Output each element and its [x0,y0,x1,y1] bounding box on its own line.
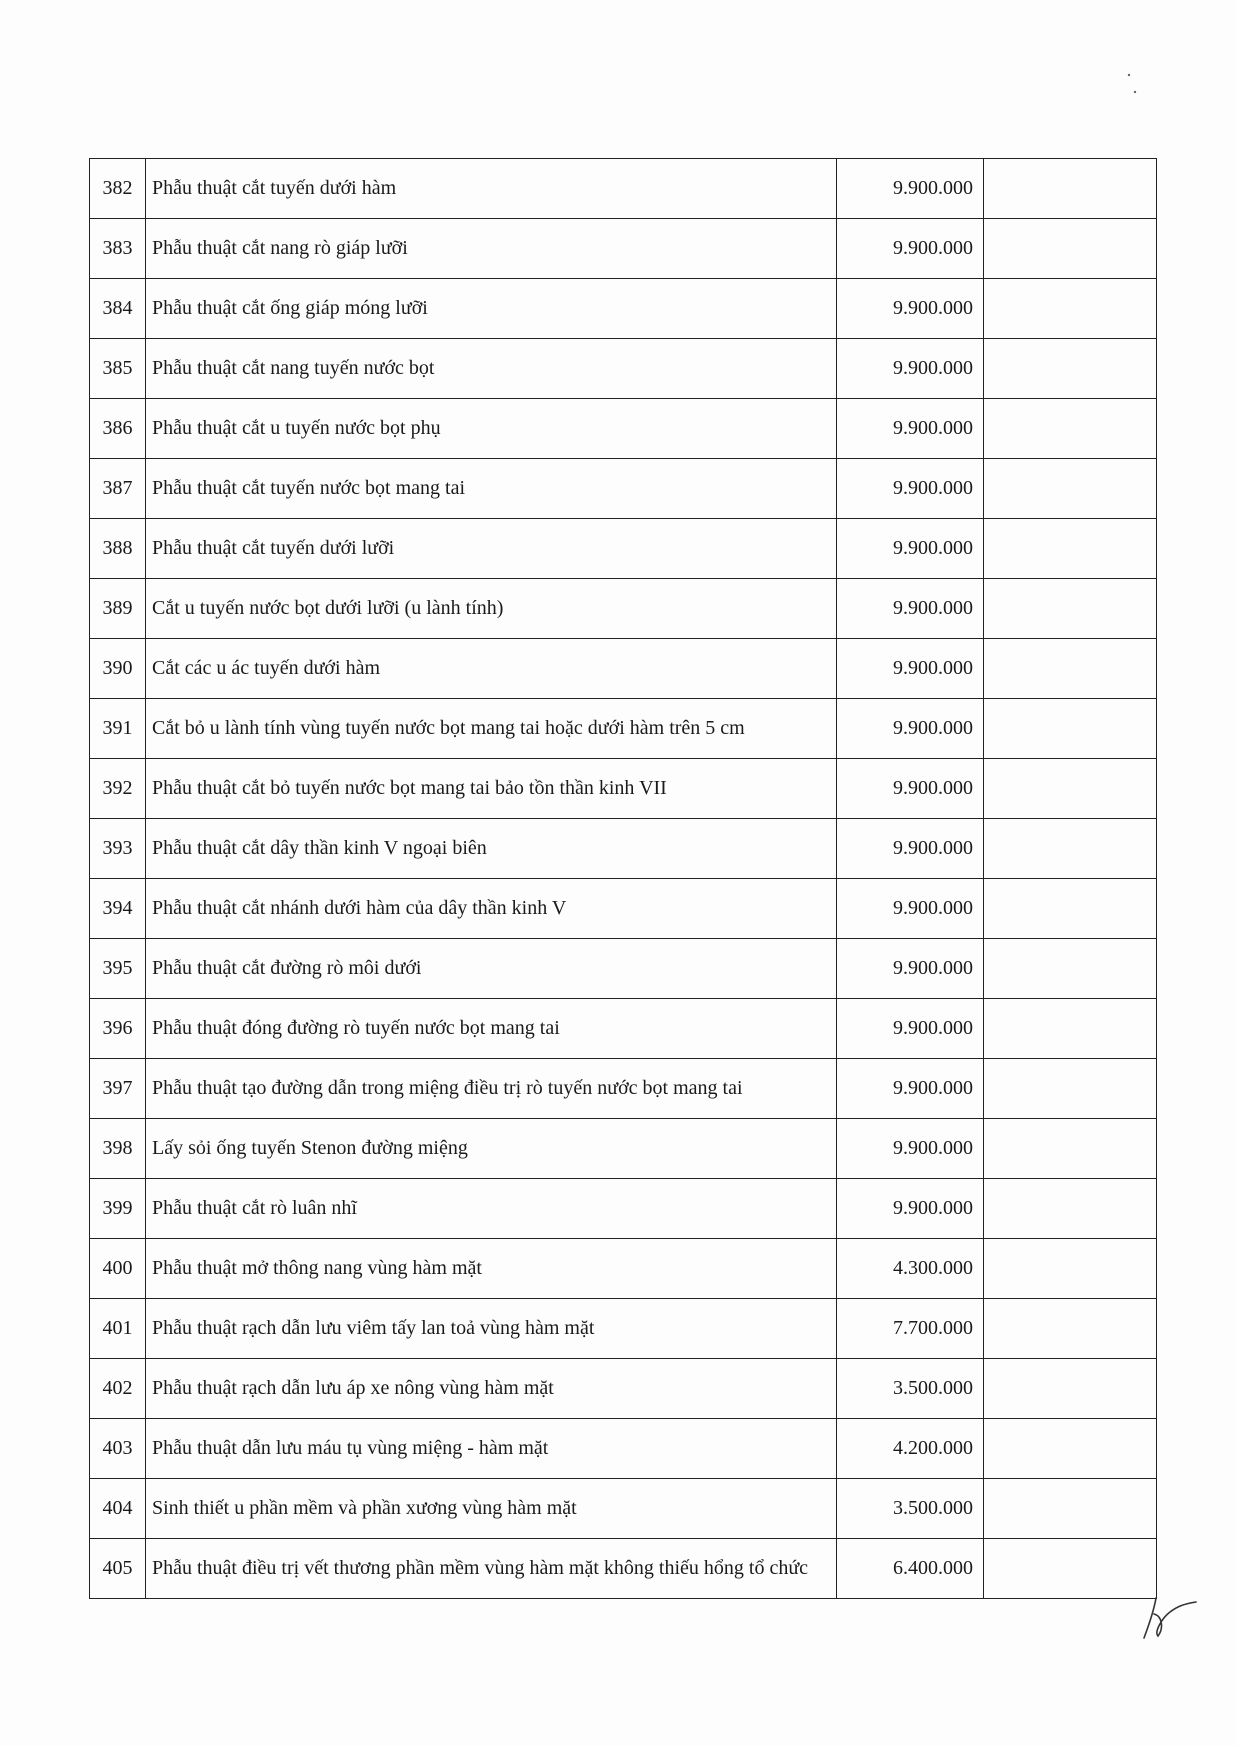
note-cell [984,999,1157,1059]
row-number-cell: 397 [90,1059,146,1119]
row-number-cell: 393 [90,819,146,879]
price-cell: 9.900.000 [837,459,984,519]
price-cell: 9.900.000 [837,819,984,879]
price-cell: 3.500.000 [837,1479,984,1539]
row-number-cell: 391 [90,699,146,759]
table-row [90,459,1157,519]
price-cell: 9.900.000 [837,759,984,819]
row-number-cell: 385 [90,339,146,399]
row-number-cell: 386 [90,399,146,459]
table-row [90,519,1157,579]
price-cell: 9.900.000 [837,879,984,939]
note-cell [984,1479,1157,1539]
note-cell [984,639,1157,699]
procedure-name-cell: Phẫu thuật mở thông nang vùng hàm mặt [146,1239,837,1299]
price-cell: 7.700.000 [837,1299,984,1359]
price-cell: 9.900.000 [837,639,984,699]
table-row [90,1539,1157,1599]
procedure-name-cell: Phẫu thuật cắt tuyến dưới lưỡi [146,519,837,579]
note-cell [984,339,1157,399]
table-row [90,1299,1157,1359]
procedure-name-cell: Phẫu thuật cắt nang tuyến nước bọt [146,339,837,399]
table-row [90,1179,1157,1239]
procedure-name-cell: Phẫu thuật dẫn lưu máu tụ vùng miệng - hàm mặt [146,1419,837,1479]
note-cell [984,459,1157,519]
note-cell [984,1059,1157,1119]
row-number-cell: 384 [90,279,146,339]
note-cell [984,819,1157,879]
price-cell: 9.900.000 [837,1119,984,1179]
table-row [90,819,1157,879]
row-number-cell: 383 [90,219,146,279]
row-number-cell: 399 [90,1179,146,1239]
scan-speck [1126,72,1138,96]
table-row [90,699,1157,759]
procedure-name-cell: Cắt u tuyến nước bọt dưới lưỡi (u lành tính) [146,579,837,639]
row-number-cell: 403 [90,1419,146,1479]
procedure-name-cell: Lấy sỏi ống tuyến Stenon đường miệng [146,1119,837,1179]
table-row [90,879,1157,939]
note-cell [984,519,1157,579]
procedure-name-cell: Phẫu thuật cắt ống giáp móng lưỡi [146,279,837,339]
note-cell [984,219,1157,279]
procedure-name-cell: Phẫu thuật cắt tuyến nước bọt mang tai [146,459,837,519]
procedure-name-cell: Sinh thiết u phần mềm và phần xương vùng hàm mặt [146,1479,837,1539]
note-cell [984,159,1157,219]
note-cell [984,279,1157,339]
note-cell [984,1299,1157,1359]
price-cell: 4.300.000 [837,1239,984,1299]
note-cell [984,759,1157,819]
note-cell [984,1419,1157,1479]
table-row [90,159,1157,219]
row-number-cell: 382 [90,159,146,219]
procedure-name-cell: Phẫu thuật tạo đường dẫn trong miệng điều trị rò tuyến nước bọt mang tai [146,1059,837,1119]
price-cell: 9.900.000 [837,399,984,459]
table-row [90,939,1157,999]
procedure-name-cell: Phẫu thuật cắt rò luân nhĩ [146,1179,837,1239]
price-cell: 9.900.000 [837,339,984,399]
table-row [90,279,1157,339]
row-number-cell: 390 [90,639,146,699]
procedure-name-cell: Phẫu thuật cắt tuyến dưới hàm [146,159,837,219]
price-cell: 9.900.000 [837,1179,984,1239]
row-number-cell: 396 [90,999,146,1059]
table-row [90,1059,1157,1119]
note-cell [984,1239,1157,1299]
note-cell [984,1119,1157,1179]
note-cell [984,1179,1157,1239]
procedure-name-cell: Phẫu thuật điều trị vết thương phần mềm vùng hàm mặt không thiếu hổng tổ chức [146,1539,837,1599]
price-cell: 9.900.000 [837,519,984,579]
table-row [90,1359,1157,1419]
note-cell [984,1539,1157,1599]
procedure-name-cell: Phẫu thuật cắt dây thần kinh V ngoại biên [146,819,837,879]
price-cell: 9.900.000 [837,579,984,639]
row-number-cell: 398 [90,1119,146,1179]
procedure-name-cell: Cắt các u ác tuyến dưới hàm [146,639,837,699]
table-row [90,1479,1157,1539]
price-cell: 3.500.000 [837,1359,984,1419]
row-number-cell: 402 [90,1359,146,1419]
note-cell [984,939,1157,999]
row-number-cell: 405 [90,1539,146,1599]
note-cell [984,699,1157,759]
table-row [90,1239,1157,1299]
price-cell: 9.900.000 [837,1059,984,1119]
row-number-cell: 392 [90,759,146,819]
table-row [90,759,1157,819]
procedure-name-cell: Phẫu thuật đóng đường rò tuyến nước bọt mang tai [146,999,837,1059]
handwritten-initial-mark [1140,1592,1200,1642]
price-cell: 4.200.000 [837,1419,984,1479]
table-row [90,399,1157,459]
row-number-cell: 401 [90,1299,146,1359]
procedure-name-cell: Phẫu thuật cắt nang rò giáp lưỡi [146,219,837,279]
row-number-cell: 400 [90,1239,146,1299]
price-cell: 9.900.000 [837,219,984,279]
procedure-name-cell: Phẫu thuật cắt bỏ tuyến nước bọt mang tai bảo tồn thần kinh VII [146,759,837,819]
procedure-name-cell: Phẫu thuật cắt u tuyến nước bọt phụ [146,399,837,459]
table-row [90,1119,1157,1179]
note-cell [984,399,1157,459]
note-cell [984,579,1157,639]
procedure-name-cell: Phẫu thuật cắt nhánh dưới hàm của dây thần kinh V [146,879,837,939]
price-cell: 9.900.000 [837,699,984,759]
price-cell: 9.900.000 [837,159,984,219]
procedure-name-cell: Phẫu thuật rạch dẫn lưu áp xe nông vùng hàm mặt [146,1359,837,1419]
row-number-cell: 404 [90,1479,146,1539]
note-cell [984,1359,1157,1419]
table-row [90,219,1157,279]
procedure-name-cell: Phẫu thuật cắt đường rò môi dưới [146,939,837,999]
row-number-cell: 387 [90,459,146,519]
procedure-name-cell: Phẫu thuật rạch dẫn lưu viêm tấy lan toả vùng hàm mặt [146,1299,837,1359]
row-number-cell: 389 [90,579,146,639]
procedure-name-cell: Cắt bỏ u lành tính vùng tuyến nước bọt mang tai hoặc dưới hàm trên 5 cm [146,699,837,759]
table-row [90,1419,1157,1479]
row-number-cell: 388 [90,519,146,579]
price-cell: 9.900.000 [837,939,984,999]
price-cell: 6.400.000 [837,1539,984,1599]
table-row [90,999,1157,1059]
table-row [90,639,1157,699]
price-cell: 9.900.000 [837,279,984,339]
table-row [90,579,1157,639]
price-table [89,158,1157,1599]
note-cell [984,879,1157,939]
table-row [90,339,1157,399]
row-number-cell: 394 [90,879,146,939]
row-number-cell: 395 [90,939,146,999]
price-cell: 9.900.000 [837,999,984,1059]
